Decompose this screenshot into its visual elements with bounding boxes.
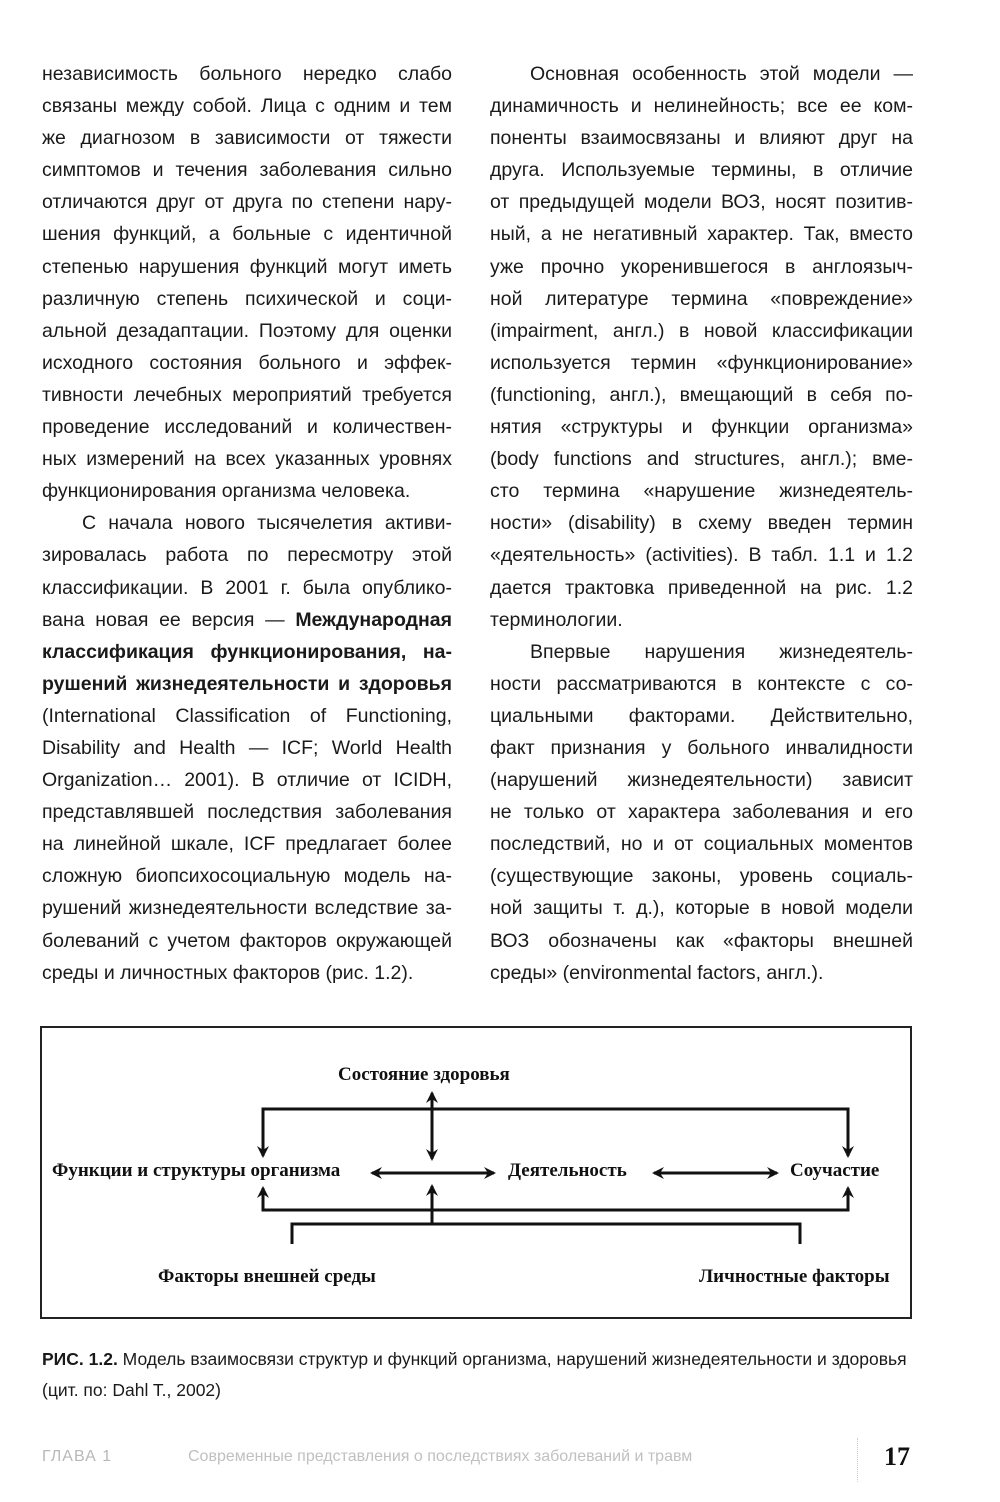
text-line: среды» (environmental factors, англ.). [490,961,824,984]
bold-term: классификация функционирования, на- [42,640,452,663]
text-line: проведение исследований и количествен- [42,416,452,439]
text-line: (impairment, англ.) в новой классификации [490,319,913,342]
text-line: (нарушений жизнедеятельности) зависит [490,769,913,792]
caption-text: Модель взаимосвязи структур и функций организма, нарушений жизнедеятельности и здоровья (цит. по: Dahl T., 2002) [42,1349,907,1400]
bottom-bracket-line [263,1198,848,1210]
bold-term: рушений жизнедеятельности и здоровья [42,672,452,695]
text-line: друга. Используемые термины, в отличие [490,159,913,182]
text-line: на линейной шкале, ICF предлагает более [42,833,452,856]
page-number: 17 [884,1442,910,1471]
text-line: различную степень психической и соци- [42,287,452,310]
text-line: циальными факторами. Действительно, [490,704,913,727]
text-line: (functioning, англ.), вмещающий в себя по- [490,383,913,406]
text-line: болеваний с учетом факторов окружающей [42,929,452,952]
node-personal-factors: Личностные факторы [699,1266,890,1287]
text-line: поненты взаимосвязаны и влияют друг на [490,127,913,150]
text-line: классификации. В 2001 г. была опублико- [42,576,452,599]
node-health-condition: Состояние здоровья [338,1064,510,1085]
text-line: связаны между собой. Лица с одним и тем [42,95,452,118]
text-line: дается трактовка приведенной на рис. 1.2 [490,576,913,599]
text-line: альной дезадаптации. Поэтому для оценки [42,319,452,342]
page-footer [0,1444,1000,1474]
text-line: уже прочно укоренившегося в англоязыч- [490,255,913,278]
text-line: динамичность и нелинейность; все ее ком- [490,95,913,118]
text-line: ВОЗ обозначены как «факторы внешней [490,929,913,952]
left-column [42,58,452,989]
footer-chapter: ГЛАВА 1 [42,1448,113,1465]
text-line: Organization… 2001). В отличие от ICIDH, [42,769,452,792]
node-activity: Деятельность [508,1160,627,1181]
text-line: (body functions and structures, англ.); вме- [490,448,913,471]
footer-running-title: Современные представления о последствиях заболеваний и травм [188,1448,693,1465]
text-line [42,668,452,700]
factors-bracket-line [292,1224,800,1244]
text-line: используется термин «функционирование» [490,351,913,374]
text-line [42,604,452,636]
node-participation: Соучастие [790,1160,880,1181]
text-line: ный, а не негативный характер. Так, вместо [490,223,913,246]
text-line: представлявшей последствия заболевания [42,801,452,824]
text-line: ности» (disability) в схему введен термин [490,512,913,535]
text-line: среды и личностных факторов (рис. 1.2). [42,961,414,984]
text-line: не только от характера заболевания и его [490,801,913,824]
text-run: вана новая ее версия — [42,608,296,631]
figure-icf-model [40,1026,912,1319]
text-line: ной литературе термина «повреждение» [490,287,913,310]
text-line: Disability and Health — ICF; World Health [42,736,452,759]
text-line: терминологии. [490,608,623,631]
text-line: сто термина «нарушение жизнедеятель- [490,480,913,503]
text-line: нятия «структуры и функции организма» [490,416,913,439]
text-line: (International Classification of Functioning, [42,704,452,727]
text-line: ности рассматриваются в контексте с со- [490,672,913,695]
node-environmental-factors: Факторы внешней среды [158,1266,376,1287]
footer-divider [857,1438,858,1482]
text-line: функционирования организма человека. [42,480,411,503]
text-line [42,636,452,668]
text-line: шения функций, а больные с идентичной [42,223,452,246]
caption-label: РИС. 1.2. [42,1349,118,1369]
text-line: тивности лечебных мероприятий требуется [42,383,452,406]
text-line: ных измерений на всех указанных уровнях [42,448,452,471]
bold-term: Международная [295,608,452,631]
text-line: отличаются друг от друга по степени нару- [42,191,452,214]
text-line: (существующие законы, уровень социаль- [490,865,913,888]
text-line: исходного состояния больного и эффек- [42,351,452,374]
text-line: же диагнозом в зависимости от тяжести [42,127,452,150]
node-body-functions: Функции и структуры организма [52,1160,341,1181]
text-line: факт признания у больного инвалидности [490,736,913,759]
text-line: сложную биопсихосоциальную модель на- [42,865,452,888]
text-line: Впервые нарушения жизнедеятель- [530,640,913,663]
text-line: С начала нового тысячелетия активи- [82,512,452,535]
text-line: симптомов и течения заболевания сильно [42,159,452,182]
text-line: Основная особенность этой модели — [530,63,913,85]
text-line: независимость больного нередко слабо [42,63,452,85]
text-line: от предыдущей модели ВОЗ, носят позитив- [490,191,913,214]
text-line: зировалась работа по пересмотру этой [42,544,452,567]
text-line: «деятельность» (activities). В табл. 1.1 и 1.2 [490,544,913,567]
right-column [490,58,913,989]
top-bracket-line [263,1109,848,1152]
text-line: рушений жизнедеятельности вследствие за- [42,897,452,920]
figure-caption [42,1344,922,1406]
text-line: последствий, но и от социальных моментов [490,833,913,856]
text-line: ной защиты т. д.), которые в новой модели [490,897,913,920]
text-line: степенью нарушения функций могут иметь [42,255,452,278]
